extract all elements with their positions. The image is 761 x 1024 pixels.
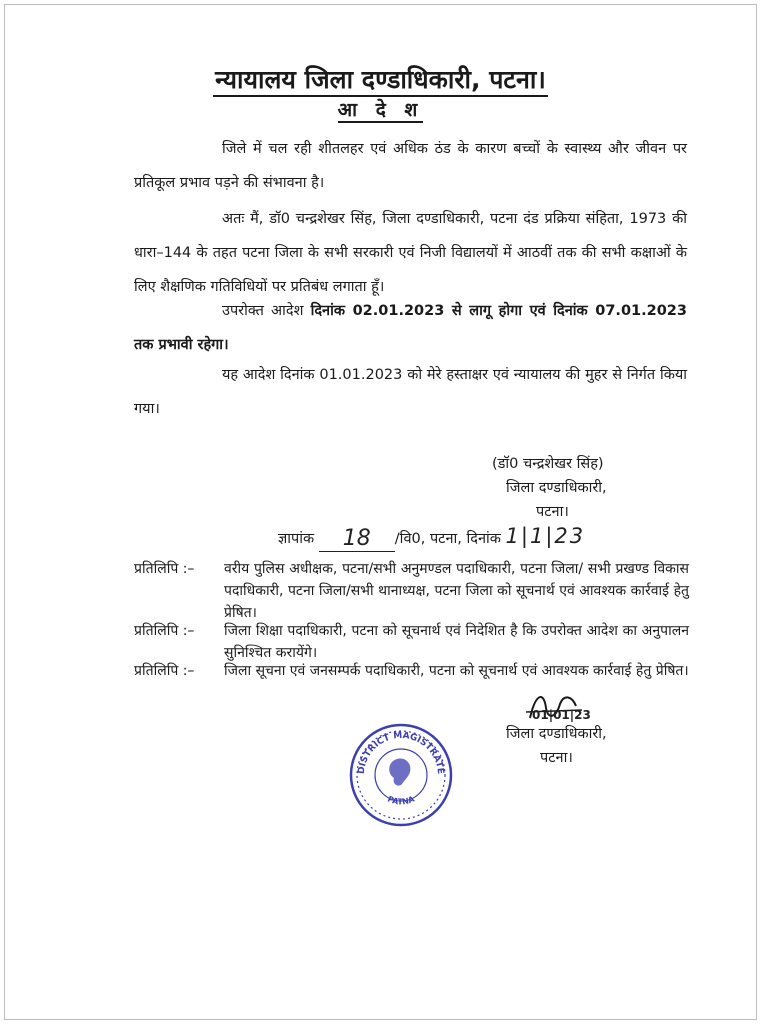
copy-entry — [134, 558, 694, 624]
signatory-designation: जिला दण्डाधिकारी, — [506, 480, 607, 496]
svg-text:PATNA: PATNA — [386, 794, 416, 807]
copy-entry — [134, 620, 694, 664]
signatory-designation: जिला दण्डाधिकारी, — [506, 726, 607, 742]
order-heading: आ दे श — [337, 99, 424, 121]
copy-text: वरीय पुलिस अधीक्षक, पटना/सभी अनुमण्डल पदाधिकारी, पटना जिला/ सभी प्रखण्ड विकास पदाधिकारी, पटना जिला/सभी थानाध्यक्ष, पटना जिला को सूचनार्थ एवं आवश्यक कार्रवाई हेतु प्रेषित। — [224, 561, 689, 621]
copy-text: जिला शिक्षा पदाधिकारी, पटना को सूचनार्थ एवं निदेशित है कि उपरोक्त आदेश का अनुपालन सुनिश्चित करायेंगे। — [224, 623, 689, 661]
signature-block-top — [492, 452, 692, 524]
copy-label: प्रतिलिपि :– — [134, 561, 195, 577]
paragraph-4: यह आदेश दिनांक 01.01.2023 को मेरे हस्ताक्षर एवं न्यायालय की मुहर से निर्गत किया गया। — [134, 367, 687, 417]
court-heading: न्यायालय जिला दण्डाधिकारी, पटना। — [0, 62, 761, 96]
signatory-name: (डॉ0 चन्द्रशेखर सिंह) — [492, 456, 604, 472]
copy-label: प्रतिलिपि :– — [134, 663, 195, 679]
memo-middle: /वि0, पटना, दिनांक — [394, 531, 501, 547]
copy-text: जिला सूचना एवं जनसम्पर्क पदाधिकारी, पटना को सूचनार्थ एवं आवश्यक कार्रवाई हेतु प्रेषित। — [224, 663, 689, 679]
svg-text:DISTRICT MAGISTRATE: DISTRICT MAGISTRATE — [356, 730, 446, 775]
effective-dates: दिनांक 02.01.2023 से लागू होगा एवं दिनांक 07.01.2023 तक प्रभावी रहेगा। — [134, 303, 687, 353]
memo-label: ज्ञापांक — [278, 531, 315, 547]
signatory-place: पटना। — [540, 750, 573, 766]
paragraph-2: अतः मैं, डॉ0 चन्द्रशेखर सिंह, जिला दण्डाधिकारी, पटना दंड प्रक्रिया संहिता, 1973 की धारा–144 के तहत पटना जिला के सभी सरकारी एवं निजी विद्यालयों में आठवीं तक की सभी कक्षाओं के लिए शैक्षणिक गतिविधियों पर प्रतिबंध लगाता हूँ। — [134, 211, 687, 295]
signature-block-bottom — [506, 722, 666, 770]
memo-number: 18 — [342, 526, 371, 551]
copy-label: प्रतिलिपि :– — [134, 623, 195, 639]
official-seal — [348, 722, 454, 828]
signature-date: 01|01|23 — [532, 708, 591, 722]
paragraph-1: जिले में चल रही शीतलहर एवं अधिक ठंड के कारण बच्चों के स्वास्थ्य और जीवन पर प्रतिकूल प्रभाव पड़ने की संभावना है। — [134, 141, 687, 191]
memo-date: 1|1|23 — [505, 524, 586, 548]
copy-entry — [134, 660, 694, 704]
memo-line — [278, 524, 678, 550]
signatory-place: पटना। — [536, 504, 569, 520]
paragraph-3: उपरोक्त आदेश दिनांक 02.01.2023 से लागू होगा एवं दिनांक 07.01.2023 तक प्रभावी रहेगा। — [134, 303, 687, 353]
